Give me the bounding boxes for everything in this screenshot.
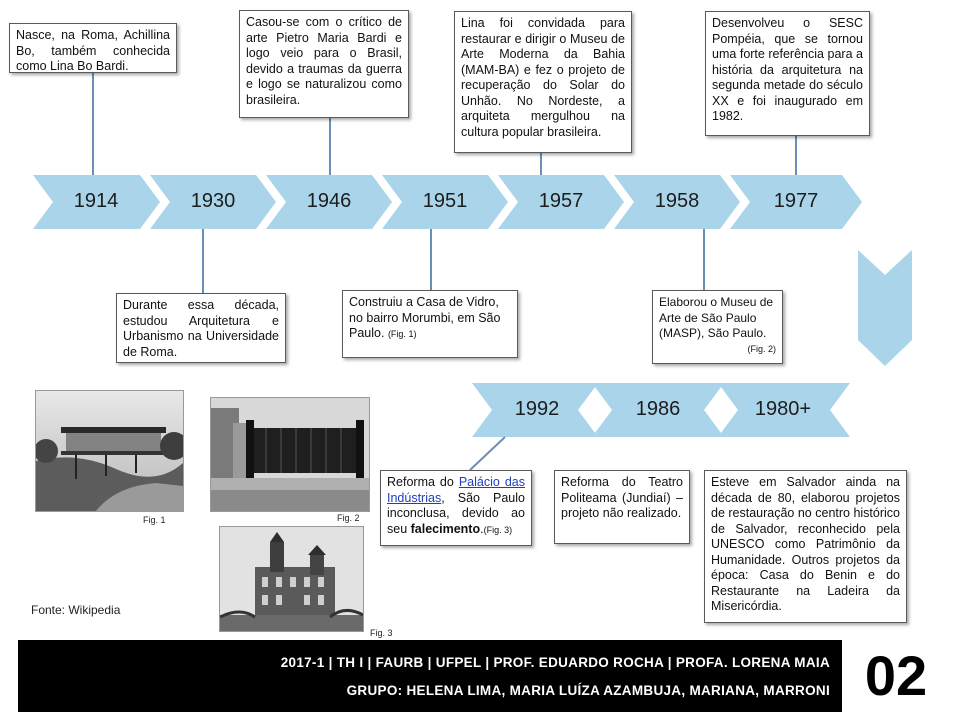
year-1986: 1986: [635, 398, 681, 420]
event-1958-fig: (Fig. 2): [747, 343, 776, 354]
connector-1992: [470, 437, 505, 470]
photo-casa-de-vidro: [35, 390, 184, 512]
event-1992-end: .: [480, 521, 484, 536]
event-1977-box: [705, 11, 870, 136]
photo-palacio-industrias: [219, 526, 364, 632]
palacio-industrias-link[interactable]: Palácio das Indústrias: [387, 475, 525, 505]
fig3-caption: Fig. 3: [370, 628, 393, 638]
event-1992-box: [380, 470, 532, 546]
year-1958: 1958: [654, 190, 700, 212]
year-1957: 1957: [538, 190, 584, 212]
event-1958-text: Elaborou o Museu de Arte de São Paulo (MASP), São Paulo.: [659, 295, 774, 340]
event-1977-text: Desenvolveu o SESC Pompéia, que se tornou uma forte referência para a história da arquitetura na segunda metade do século XX e foi inaugurado em 1982.: [712, 16, 863, 123]
masp-image: [211, 398, 369, 511]
casa-de-vidro-image: [36, 391, 183, 511]
event-1986-box: [554, 470, 690, 544]
fig2-caption: Fig. 2: [337, 513, 360, 523]
year-1951: 1951: [422, 190, 468, 212]
footer-bar: [18, 640, 842, 712]
footer-course-line: 2017-1 | TH I | FAURB | UFPEL | PROF. EDUARDO ROCHA | PROFA. LORENA MAIA: [280, 655, 830, 670]
event-1957-box: [454, 11, 632, 153]
year-1977: 1977: [773, 190, 819, 212]
event-1930-box: [116, 293, 286, 363]
footer-group-line: GRUPO: HELENA LIMA, MARIA LUÍZA AZAMBUJA, MARIANA, MARRONI: [346, 683, 830, 698]
photo-masp: [210, 397, 370, 512]
event-1957-text: Lina foi convidada para restaurar e dirigir o Museu de Arte Moderna da Bahia (MAM-BA) e fez o projeto de recuperação do Solar do Unhão. No Nordeste, a arquiteta mergulhou na cultura popular brasileira.: [461, 16, 625, 139]
event-1914-box: [9, 23, 177, 73]
event-1951-text: Construiu a Casa de Vidro, no bairro Morumbi, em São Paulo.: [349, 295, 501, 340]
event-1951-fig: (Fig. 1): [387, 329, 417, 339]
year-1946: 1946: [306, 190, 352, 212]
source-credit: Fonte: Wikipedia: [31, 603, 121, 617]
event-1986-text: Reforma do Teatro Politeama (Jundiaí) – projeto não realizado.: [561, 475, 683, 520]
event-1946-box: [239, 10, 409, 118]
event-1958-box: [652, 290, 783, 364]
event-1946-text: Casou-se com o crítico de arte Pietro Maria Bardi e logo veio para o Brasil, devido a traumas da guerra e logo se naturalizou como brasileira.: [246, 15, 402, 107]
chevron-down: [858, 250, 912, 366]
year-1980: 1980+: [754, 398, 812, 420]
event-1992-fig: (Fig. 3): [483, 524, 513, 535]
event-1914-text: Nasce, na Roma, Achillina Bo, também conhecida como Lina Bo Bardi.: [16, 28, 170, 73]
event-1992-pre: Reforma do: [387, 475, 459, 489]
event-1992-bold: falecimento: [410, 521, 481, 536]
event-1980-box: [704, 470, 907, 623]
palacio-industrias-image: [220, 527, 363, 631]
event-1992-mid: , São Paulo inconclusa, devido ao seu: [387, 490, 525, 536]
year-1914: 1914: [73, 190, 119, 212]
year-1930: 1930: [190, 190, 236, 212]
year-1992: 1992: [514, 398, 560, 420]
event-1980-text: Esteve em Salvador ainda na década de 80, elaborou projetos de restauração no centro histórico de Salvador, reconhecido pela UNESCO como Patrimônio da Humanidade. Outros projetos da época: Casa do Benin e do Restaurante na Ladeira da Misericórdia.: [711, 475, 900, 613]
page-number: 02: [864, 644, 928, 707]
fig1-caption: Fig. 1: [143, 515, 166, 525]
event-1951-box: [342, 290, 518, 358]
event-1930-text: Durante essa década, estudou Arquitetura e Urbanismo na Universidade de Roma.: [123, 298, 279, 359]
